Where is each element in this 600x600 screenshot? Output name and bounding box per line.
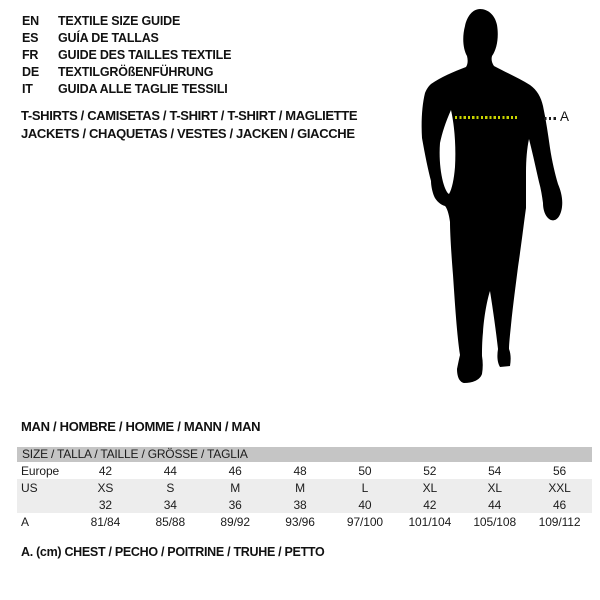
- table-cell: 42: [423, 497, 437, 512]
- row-label: Europe: [21, 463, 60, 478]
- row-label: A: [21, 514, 29, 529]
- category-block: [21, 107, 357, 143]
- table-cell: 44: [163, 463, 177, 478]
- table-cell: 81/84: [90, 514, 121, 529]
- table-row-chest-a: [17, 513, 592, 530]
- table-row-us-numeric: [17, 496, 592, 513]
- language-label: GUIDE DES TAILLES TEXTILE: [58, 48, 232, 62]
- table-cell: 97/100: [346, 514, 383, 529]
- row-label: [17, 496, 73, 513]
- table-cell: 46: [228, 463, 242, 478]
- table-cell: S: [166, 480, 175, 495]
- footnote-chest-legend: A. (cm) CHEST / PECHO / POITRINE / TRUHE / PETTO: [21, 545, 325, 559]
- language-code: IT: [22, 82, 33, 96]
- man-silhouette-figure: [405, 0, 600, 400]
- table-cell: 109/112: [538, 514, 581, 529]
- table-row-us: [17, 479, 592, 496]
- chest-measure-dashes-outside: [544, 117, 558, 120]
- language-row: [22, 30, 231, 47]
- table-cell: 48: [293, 463, 307, 478]
- table-cell: XL: [487, 480, 502, 495]
- table-cell: 93/96: [285, 514, 315, 529]
- language-row: [22, 13, 231, 30]
- man-silhouette: [405, 0, 600, 400]
- table-cell: 56: [552, 463, 567, 478]
- language-label: TEXTILGRÖßENFÜHRUNG: [58, 65, 214, 79]
- table-cell: 105/108: [473, 514, 517, 529]
- language-code: ES: [22, 31, 39, 45]
- table-cell: 38: [293, 497, 307, 512]
- size-table-header: SIZE / TALLA / TAILLE / GRÖSSE / TAGLIA: [17, 447, 592, 462]
- table-cell: 50: [358, 463, 372, 478]
- table-cell: 44: [488, 497, 502, 512]
- table-cell: 42: [98, 463, 113, 478]
- table-cell: 52: [423, 463, 437, 478]
- language-code: EN: [22, 14, 39, 28]
- language-row: [22, 81, 231, 98]
- language-row: [22, 47, 231, 64]
- category-line-jackets: JACKETS / CHAQUETAS / VESTES / JACKEN / GIACCHE: [21, 126, 355, 141]
- table-cell: XS: [97, 480, 114, 495]
- table-cell: 85/88: [155, 514, 186, 529]
- table-cell: M: [230, 480, 241, 495]
- size-table: [17, 462, 592, 530]
- table-cell: 54: [488, 463, 502, 478]
- table-cell: 46: [552, 497, 567, 512]
- table-cell: XL: [422, 480, 438, 495]
- language-label: GUIDA ALLE TAGLIE TESSILI: [58, 82, 228, 96]
- language-label: TEXTILE SIZE GUIDE: [58, 14, 181, 28]
- row-label: US: [21, 480, 38, 495]
- table-cell: 34: [163, 497, 177, 512]
- table-cell: 89/92: [220, 514, 250, 529]
- language-legend: [22, 13, 231, 98]
- table-cell: M: [295, 480, 306, 495]
- language-label: GUÍA DE TALLAS: [58, 31, 159, 45]
- chest-measure-dashes-on-body: [455, 116, 517, 119]
- table-cell: L: [361, 480, 369, 495]
- chest-measure-label: A: [560, 109, 570, 124]
- table-cell: 101/104: [408, 514, 452, 529]
- language-code: FR: [22, 48, 39, 62]
- table-cell: 40: [358, 497, 372, 512]
- language-row: [22, 64, 231, 81]
- category-line-tshirts: T-SHIRTS / CAMISETAS / T-SHIRT / T-SHIRT / MAGLIETTE: [21, 108, 358, 123]
- table-cell: 36: [228, 497, 242, 512]
- language-code: DE: [22, 65, 39, 79]
- table-cell: XXL: [548, 480, 571, 495]
- table-row-europe: [17, 462, 592, 479]
- table-cell: 32: [98, 497, 113, 512]
- section-title-man: MAN / HOMBRE / HOMME / MANN / MAN: [21, 419, 261, 434]
